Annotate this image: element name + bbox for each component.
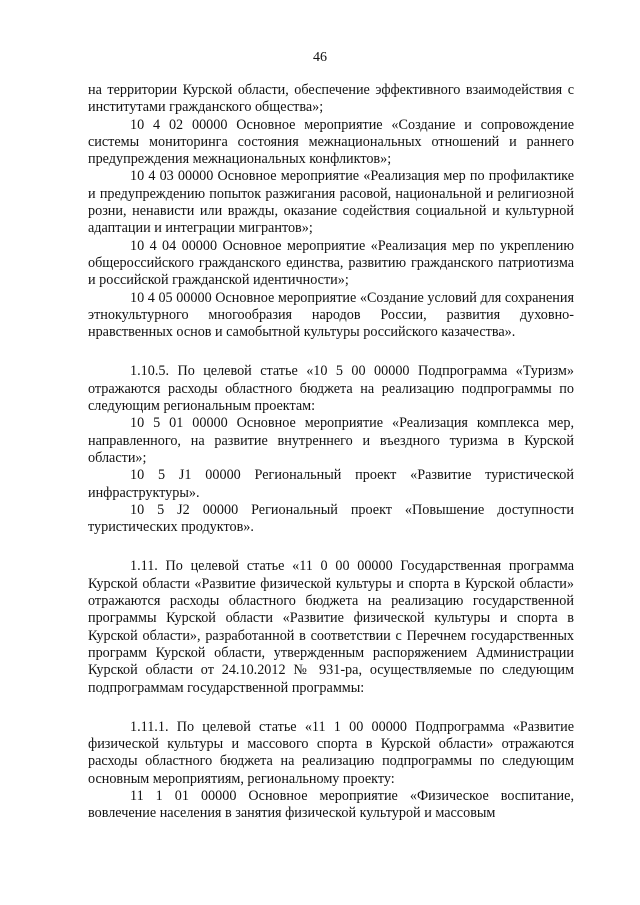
- document-body: [88, 82, 574, 823]
- page-number: 46: [313, 50, 327, 65]
- section-1-10-5: 1.10.5. По целевой статье «10 5 00 00000 Подпрограмма «Туризм» отражаются расходы областного бюджета на реализацию подпрограммы по следующим региональным проектам:: [88, 363, 574, 415]
- paragraph-item-10-4-02: 10 4 02 00000 Основное мероприятие «Создание и сопровождение системы мониторинга состояния межнациональных отношений и раннего предупреждения межнациональных конфликтов»;: [88, 116, 574, 168]
- paragraph-item-10-4-04: 10 4 04 00000 Основное мероприятие «Реализация мер по укреплению общероссийского гражданского единства, развитию гражданского патриотизма и российской гражданской идентичности»;: [88, 237, 574, 289]
- paragraph-item-10-5-j2: 10 5 J2 00000 Региональный проект «Повышение доступности туристических продуктов».: [88, 501, 574, 536]
- section-1-11: 1.11. По целевой статье «11 0 00 00000 Государственная программа Курской области «Развитие физической культуры и спорта в Курской области» отражаются расходы областного бюджета на реализацию государственной программы Курской области «Развитие физической культуры и спорта в Курской области», разработанной в соответствии с Перечнем государственных программ Курской области, утвержденным распоряжением Администрации Курской области от 24.10.2012 № 931-ра, осуществляемые по следующим подпрограммам государственной программы:: [88, 558, 574, 696]
- paragraph-item-11-1-01: 11 1 01 00000 Основное мероприятие «Физическое воспитание, вовлечение населения в занятия физической культурой и массовым: [88, 787, 574, 822]
- paragraph-continuation: на территории Курской области, обеспечение эффективного взаимодействия с институтами гражданского общества»;: [88, 82, 574, 116]
- paragraph-item-10-4-05: 10 4 05 00000 Основное мероприятие «Создание условий для сохранения этнокультурного многообразия народов России, развития духовно-нравственных основ и самобытной культуры российского казачества».: [88, 289, 574, 341]
- paragraph-item-10-5-01: 10 5 01 00000 Основное мероприятие «Реализация комплекса мер, направленного, на развитие внутреннего и въездного туризма в Курской области»;: [88, 415, 574, 466]
- section-1-11-1: 1.11.1. По целевой статье «11 1 00 00000 Подпрограмма «Развитие физической культуры и массового спорта в Курской области» отражаются расходы областного бюджета на реализацию подпрограммы по следующим основным мероприятиям, региональному проекту:: [88, 718, 574, 787]
- paragraph-item-10-5-j1: 10 5 J1 00000 Региональный проект «Развитие туристической инфраструктуры».: [88, 467, 574, 501]
- paragraph-item-10-4-03: 10 4 03 00000 Основное мероприятие «Реализация мер по профилактике и предупреждению попыток разжигания расовой, национальной и религиозной розни, ненависти или вражды, оказание содействия социальной и культурной адаптации и интеграции мигрантов»;: [88, 168, 574, 237]
